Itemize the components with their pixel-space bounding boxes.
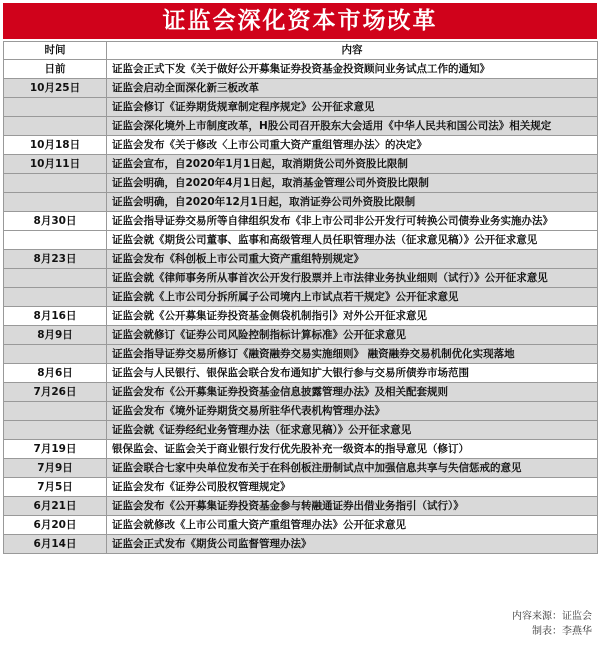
table-row xyxy=(4,269,598,288)
row-content: 证监会与人民银行、银保监会联合发布通知扩大银行参与交易所债券市场范围 xyxy=(107,364,598,383)
row-content: 证监会启动全面深化新三板改革 xyxy=(107,79,598,98)
row-time xyxy=(4,402,107,421)
row-content: 证监会指导证券交易所修订《融资融券交易实施细则》 融资融券交易机制优化实现落地 xyxy=(107,345,598,364)
header-content: 内容 xyxy=(107,42,598,60)
page-title: 证监会深化资本市场改革 xyxy=(3,3,597,39)
table-row xyxy=(4,535,598,554)
reform-table xyxy=(3,41,598,554)
table-row xyxy=(4,383,598,402)
row-content: 证监会就《证券经纪业务管理办法（征求意见稿）》公开征求意见 xyxy=(107,421,598,440)
row-content: 证监会发布《科创板上市公司重大资产重组特别规定》 xyxy=(107,250,598,269)
table-row xyxy=(4,459,598,478)
row-content: 证监会就修改《上市公司重大资产重组管理办法》公开征求意见 xyxy=(107,516,598,535)
table-row xyxy=(4,288,598,307)
row-content: 证监会发布《公开募集证券投资基金参与转融通证券出借业务指引（试行）》 xyxy=(107,497,598,516)
row-time xyxy=(4,117,107,136)
table-row xyxy=(4,79,598,98)
row-time: 10月11日 xyxy=(4,155,107,174)
row-content: 银保监会、证监会关于商业银行发行优先股补充一级资本的指导意见（修订） xyxy=(107,440,598,459)
row-time: 10月25日 xyxy=(4,79,107,98)
row-content: 证监会就《公开募集证券投资基金侧袋机制指引》对外公开征求意见 xyxy=(107,307,598,326)
row-content: 证监会发布《关于修改〈上市公司重大资产重组管理办法〉的决定》 xyxy=(107,136,598,155)
row-content: 证监会发布《公开募集证券投资基金信息披露管理办法》及相关配套规则 xyxy=(107,383,598,402)
row-content: 证监会明确，自2020年4月1日起，取消基金管理公司外资股比限制 xyxy=(107,174,598,193)
row-time xyxy=(4,193,107,212)
row-time: 日前 xyxy=(4,60,107,79)
row-time: 8月9日 xyxy=(4,326,107,345)
row-content: 证监会联合七家中央单位发布关于在科创板注册制试点中加强信息共享与失信惩戒的意见 xyxy=(107,459,598,478)
table-row xyxy=(4,307,598,326)
source-credit: 内容来源：证监会 xyxy=(512,611,592,622)
table-row xyxy=(4,402,598,421)
row-time: 6月21日 xyxy=(4,497,107,516)
row-content: 证监会发布《境外证券期货交易所驻华代表机构管理办法》 xyxy=(107,402,598,421)
table-header-row xyxy=(4,42,598,60)
table-row xyxy=(4,231,598,250)
maker-credit: 制表：李燕华 xyxy=(532,626,592,637)
row-time: 8月30日 xyxy=(4,212,107,231)
table-row xyxy=(4,478,598,497)
row-time: 7月5日 xyxy=(4,478,107,497)
row-time: 7月9日 xyxy=(4,459,107,478)
row-content: 证监会宣布，自2020年1月1日起，取消期货公司外资股比限制 xyxy=(107,155,598,174)
table-row xyxy=(4,516,598,535)
table-row xyxy=(4,212,598,231)
row-time: 8月23日 xyxy=(4,250,107,269)
row-time: 7月19日 xyxy=(4,440,107,459)
row-content: 证监会就《上市公司分拆所属子公司境内上市试点若干规定》公开征求意见 xyxy=(107,288,598,307)
row-time: 8月16日 xyxy=(4,307,107,326)
row-content: 证监会就《律师事务所从事首次公开发行股票并上市法律业务执业细则（试行）》公开征求意见 xyxy=(107,269,598,288)
row-content: 证监会指导证券交易所等自律组织发布《非上市公司非公开发行可转换公司债券业务实施办法》 xyxy=(107,212,598,231)
table-body xyxy=(4,60,598,554)
table-row xyxy=(4,421,598,440)
table-row xyxy=(4,98,598,117)
row-content: 证监会就《期货公司董事、监事和高级管理人员任职管理办法（征求意见稿）》公开征求意见 xyxy=(107,231,598,250)
table-row xyxy=(4,326,598,345)
row-time: 8月6日 xyxy=(4,364,107,383)
table-row xyxy=(4,155,598,174)
row-content: 证监会正式发布《期货公司监督管理办法》 xyxy=(107,535,598,554)
footer xyxy=(512,609,592,639)
row-content: 证监会深化境外上市制度改革，H股公司召开股东大会适用《中华人民共和国公司法》相关规定 xyxy=(107,117,598,136)
row-time xyxy=(4,231,107,250)
row-content: 证监会修订《证券期货规章制定程序规定》公开征求意见 xyxy=(107,98,598,117)
row-time: 7月26日 xyxy=(4,383,107,402)
row-time xyxy=(4,269,107,288)
row-content: 证监会发布《证券公司股权管理规定》 xyxy=(107,478,598,497)
row-time: 10月18日 xyxy=(4,136,107,155)
table-row xyxy=(4,345,598,364)
table-row xyxy=(4,440,598,459)
header-time: 时间 xyxy=(4,42,107,60)
row-time xyxy=(4,421,107,440)
row-time: 6月20日 xyxy=(4,516,107,535)
table-row xyxy=(4,174,598,193)
table-row xyxy=(4,60,598,79)
table-row xyxy=(4,250,598,269)
table-row xyxy=(4,364,598,383)
row-time xyxy=(4,98,107,117)
table-row xyxy=(4,193,598,212)
row-time xyxy=(4,174,107,193)
row-content: 证监会正式下发《关于做好公开募集证券投资基金投资顾问业务试点工作的通知》 xyxy=(107,60,598,79)
row-content: 证监会就修订《证券公司风险控制指标计算标准》公开征求意见 xyxy=(107,326,598,345)
row-time xyxy=(4,288,107,307)
table-row xyxy=(4,497,598,516)
row-content: 证监会明确，自2020年12月1日起，取消证券公司外资股比限制 xyxy=(107,193,598,212)
row-time xyxy=(4,345,107,364)
table-row xyxy=(4,117,598,136)
table-row xyxy=(4,136,598,155)
row-time: 6月14日 xyxy=(4,535,107,554)
